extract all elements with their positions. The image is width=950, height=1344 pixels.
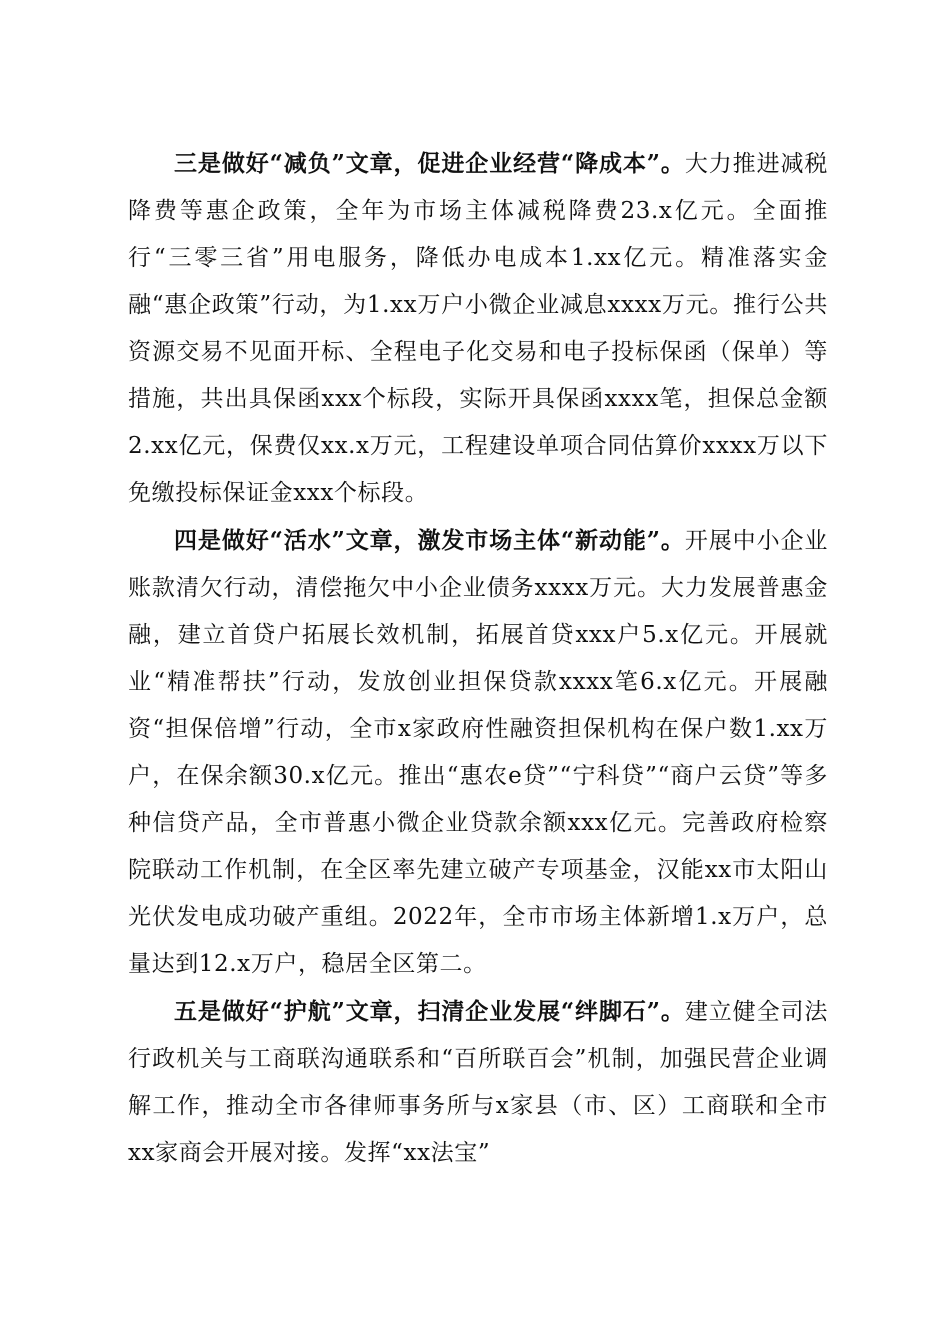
paragraph-heading: 四是做好“活水”文章，激发市场主体“新动能”。 [174,527,685,554]
paragraph-living-water [128,517,828,988]
paragraph-reduce-burden [128,140,828,517]
paragraph-text: 建立健全司法行政机关与工商联沟通联系和“百所联百会”机制，加强民营企业调解工作，推动全市各律师事务所与x家县（市、区）工商联和全市xx家商会开展对接。发挥“xx法宝” [128,999,828,1166]
document-body [128,140,828,1177]
paragraph-escort [128,988,828,1177]
paragraph-text: 大力推进减税降费等惠企政策，全年为市场主体减税降费23.x亿元。全面推行“三零三省”用电服务，降低办电成本1.xx亿元。精准落实金融“惠企政策”行动，为1.xx万户小微企业减息xxxx万元。推行公共资源交易不见面开标、全程电子化交易和电子投标保函（保单）等措施，共出具保函xxx个标段，实际开具保函xxxx笔，担保总金额2.xx亿元，保费仅xx.x万元，工程建设单项合同估算价xxxx万以下免缴投标保证金xxx个标段。 [128,151,828,506]
paragraph-text: 开展中小企业账款清欠行动，清偿拖欠中小企业债务xxxx万元。大力发展普惠金融，建立首贷户拓展长效机制，拓展首贷xxx户5.x亿元。开展就业“精准帮扶”行动，发放创业担保贷款xxxx笔6.x亿元。开展融资“担保倍增”行动，全市x家政府性融资担保机构在保户数1.xx万户，在保余额30.x亿元。推出“惠农e贷”“宁科贷”“商户云贷”等多种信贷产品，全市普惠小微企业贷款余额xxx亿元。完善政府检察院联动工作机制，在全区率先建立破产专项基金，汉能xx市太阳山光伏发电成功破产重组。2022年，全市市场主体新增1.x万户，总量达到12.x万户，稳居全区第二。 [128,528,828,977]
paragraph-heading: 三是做好“减负”文章，促进企业经营“降成本”。 [174,150,685,177]
paragraph-heading: 五是做好“护航”文章，扫清企业发展“绊脚石”。 [174,998,685,1025]
